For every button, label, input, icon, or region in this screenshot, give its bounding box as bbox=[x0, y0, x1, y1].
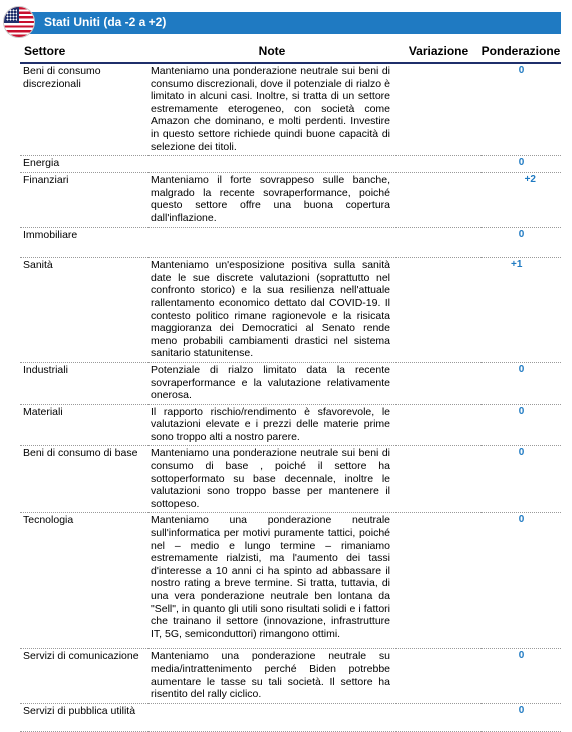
change-cell bbox=[396, 362, 481, 404]
change-cell bbox=[396, 703, 481, 731]
table-row bbox=[20, 362, 561, 404]
sector-cell: Sanità bbox=[20, 258, 148, 363]
sector-cell: Beni di consumo di base bbox=[20, 446, 148, 513]
sector-cell: Servizi di comunicazione bbox=[20, 649, 148, 703]
table-row bbox=[20, 446, 561, 513]
sector-cell: Servizi di pubblica utilità bbox=[20, 703, 148, 731]
note-cell bbox=[148, 228, 396, 258]
column-header-sector: Settore bbox=[20, 42, 148, 63]
sector-cell: Materiali bbox=[20, 404, 148, 446]
weight-cell: 0 bbox=[481, 404, 561, 446]
sector-table bbox=[20, 42, 561, 732]
change-cell bbox=[396, 404, 481, 446]
note-cell: Manteniamo una ponderazione neutrale sull'informatica per motivi puramente tattici, poiché nel – medio e lungo termine – rimaniamo estremamente rialzisti, ma l'aumento dei tassi d'interesse a 10 anni ci ha spinto ad abbassare il nostro rating a breve termine. Si tratta, tuttavia, di una vera ponderazione neutrale ben lontana da "Sell", in quanto gli utili sono risultati solidi e i fattori che trainano il settore (innovazione, infrastrutture IT, 5G, semiconduttori) rimangono ottimi. bbox=[148, 513, 396, 649]
table-header-row bbox=[20, 42, 561, 63]
table-row bbox=[20, 649, 561, 703]
note-cell: Il rapporto rischio/rendimento è sfavorevole, le valutazioni elevate e i prezzi delle materie prime sono troppo alti a nostro parere. bbox=[148, 404, 396, 446]
weight-cell: +1 bbox=[481, 258, 561, 363]
note-cell: Manteniamo una ponderazione neutrale sui beni di consumo di base , poiché il settore ha sottoperformato su base decennale, inoltre le valutazioni sono troppo basse per mantenere il sottopeso. bbox=[148, 446, 396, 513]
sector-cell: Tecnologia bbox=[20, 513, 148, 649]
note-cell: Manteniamo una ponderazione neutrale sui beni di consumo discrezionali, dove il potenziale di rialzo è limitato in alcuni casi. Inoltre, si tratta di un settore estremamente eterogeneo, con società come Amazon che dominano, e molti perdenti. Investire in questo settore richiede quindi buone capacità di selezione dei titoli. bbox=[148, 63, 396, 156]
table-row bbox=[20, 258, 561, 363]
weight-cell: 0 bbox=[481, 649, 561, 703]
weight-cell: 0 bbox=[481, 156, 561, 173]
column-header-note: Note bbox=[148, 42, 396, 63]
change-cell bbox=[396, 63, 481, 156]
sector-cell: Finanziari bbox=[20, 173, 148, 228]
weight-cell: 0 bbox=[481, 513, 561, 649]
sector-cell: Immobiliare bbox=[20, 228, 148, 258]
column-header-weight: Ponderazione bbox=[481, 42, 561, 63]
section-title: Stati Uniti (da -2 a +2) bbox=[44, 15, 167, 29]
note-cell: Manteniamo il forte sovrappeso sulle banche, malgrado la recente sovraperformance, poiché questo settore offre una buona copertura dall'inflazione. bbox=[148, 173, 396, 228]
sector-cell: Industriali bbox=[20, 362, 148, 404]
note-cell bbox=[148, 703, 396, 731]
change-cell bbox=[396, 513, 481, 649]
table-row bbox=[20, 513, 561, 649]
change-cell bbox=[396, 173, 481, 228]
note-cell: Manteniamo una ponderazione neutrale su media/intrattenimento perché Biden potrebbe aumentare le tasse su tali società. Il settore ha risentito del rally ciclico. bbox=[148, 649, 396, 703]
change-cell bbox=[396, 228, 481, 258]
note-cell bbox=[148, 156, 396, 173]
table-row bbox=[20, 703, 561, 731]
weight-cell: 0 bbox=[481, 228, 561, 258]
table-row bbox=[20, 228, 561, 258]
weight-cell: 0 bbox=[481, 446, 561, 513]
change-cell bbox=[396, 156, 481, 173]
weight-cell: 0 bbox=[481, 703, 561, 731]
table-row bbox=[20, 63, 561, 156]
table-row bbox=[20, 173, 561, 228]
change-cell bbox=[396, 649, 481, 703]
table-row bbox=[20, 156, 561, 173]
us-flag-icon bbox=[3, 6, 35, 38]
column-header-change: Variazione bbox=[396, 42, 481, 63]
note-cell: Manteniamo un'esposizione positiva sulla sanità date le sue discrete valutazioni (soprattutto nel confronto storico) e la sua resilienza nell'attuale rallentamento economico dettato dal COVID-19. Il contesto politico rimane ragionevole e la risicata maggioranza dei Democratici al Senato rende meno probabili cambiamenti drastici nel sistema sanitario statunitense. bbox=[148, 258, 396, 363]
change-cell bbox=[396, 258, 481, 363]
section-header bbox=[0, 6, 572, 38]
note-cell: Potenziale di rialzo limitato data la recente sovraperformance e la valutazione relativamente onerosa. bbox=[148, 362, 396, 404]
weight-cell: +2 bbox=[481, 173, 561, 228]
change-cell bbox=[396, 446, 481, 513]
weight-cell: 0 bbox=[481, 362, 561, 404]
section-title-bar bbox=[20, 12, 561, 34]
table-row bbox=[20, 404, 561, 446]
sector-cell: Energia bbox=[20, 156, 148, 173]
sector-cell: Beni di consumo discrezionali bbox=[20, 63, 148, 156]
weight-cell: 0 bbox=[481, 63, 561, 156]
